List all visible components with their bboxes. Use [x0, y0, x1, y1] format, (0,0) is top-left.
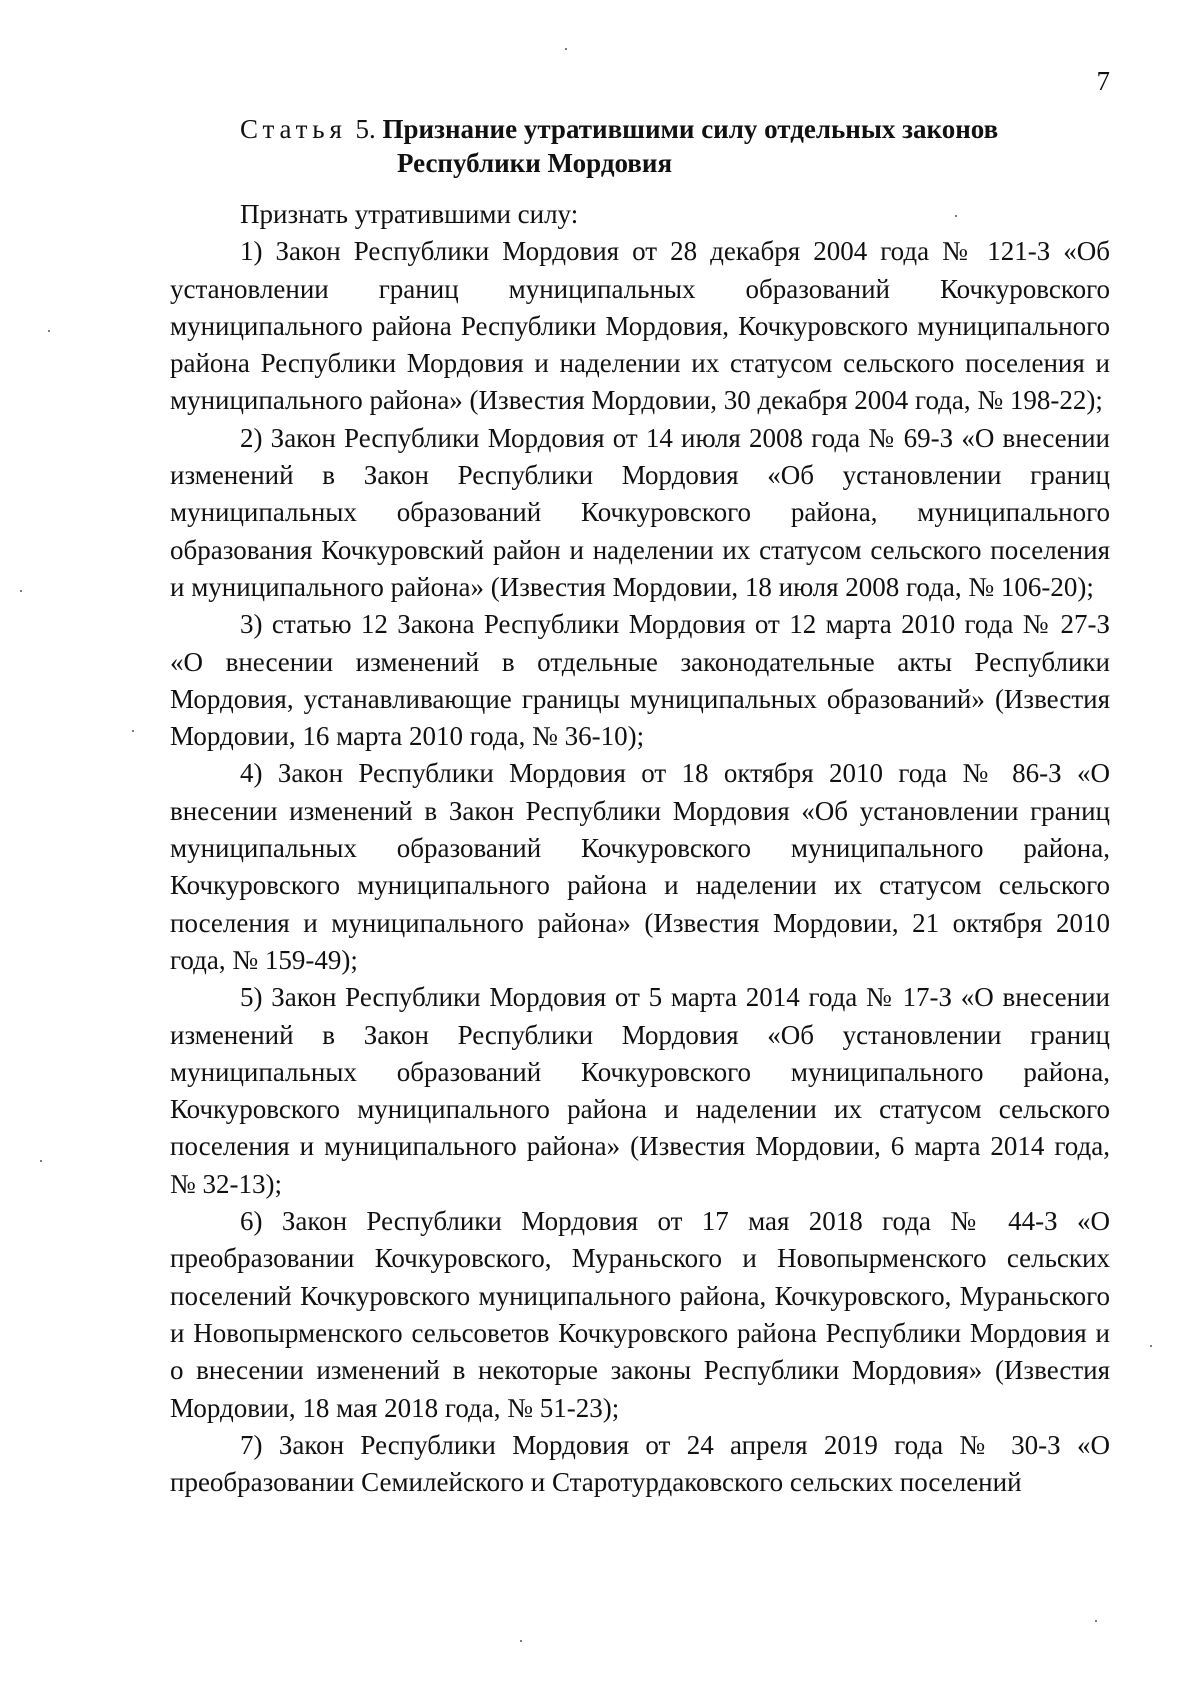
- list-item: 2) Закон Республики Мордовия от 14 июля 2008 года № 69-З «О внесении изменений в Закон Республики Мордовия «Об установлении границ муниципальных образований Кочкуровского района, муниципального образования Кочкуровский район и наделении их статусом сельского поселения и муниципального района» (Известия Мордовии, 18 июля 2008 года, № 106-20);: [170, 422, 1110, 602]
- scan-speck: [520, 1640, 522, 1642]
- scan-speck: [20, 590, 22, 592]
- scan-speck: [565, 48, 567, 50]
- article-number: 5.: [355, 114, 376, 144]
- scan-speck: [48, 330, 50, 332]
- list-item: 6) Закон Республики Мордовия от 17 мая 2018 года № 44-З «О преобразовании Кочкуровского, Мураньского и Новопырменского сельских поселений Кочкуровского муниципального района, Кочкуровского, Мураньского и Новопырменского сельсоветов Кочкуровского района Республики Мордовия и о внесении изменений в некоторые законы Республики Мордовия» (Известия Мордовии, 18 мая 2018 года, № 51-23);: [170, 1206, 1110, 1423]
- list-item: 7) Закон Республики Мордовия от 24 апреля 2019 года № 30-З «О преобразовании Семилейского и Старотурдаковского сельских поселений: [170, 1429, 1110, 1498]
- list-item: 4) Закон Республики Мордовия от 18 октября 2010 года № 86-З «О внесении изменений в Закон Республики Мордовия «Об установлении границ муниципальных образований Кочкуровского муниципального района, Кочкуровского муниципального района и наделении их статусом сельского поселения и муниципального района» (Известия Мордовии, 21 октября 2010 года, № 159-49);: [170, 758, 1110, 975]
- scan-speck: [40, 1160, 42, 1162]
- article-title-line2: Республики Мордовия: [397, 148, 673, 178]
- scan-speck: [132, 730, 134, 732]
- article-label: Статья: [240, 114, 347, 144]
- list-item: 3) статью 12 Закона Республики Мордовия от 12 марта 2010 года № 27-З «О внесении изменений в отдельные законодательные акты Республики Мордовия, устанавливающие границы муниципальных образований» (Известия Мордовии, 16 марта 2010 года, № 36-10);: [170, 609, 1110, 752]
- scan-speck: [1150, 1345, 1152, 1347]
- list-item: 5) Закон Республики Мордовия от 5 марта 2014 года № 17-З «О внесении изменений в Закон Республики Мордовия «Об установлении границ муниципальных образований Кочкуровского муниципального района, Кочкуровского муниципального района и наделении их статусом сельского поселения и муниципального района» (Известия Мордовии, 6 марта 2014 года, № 32-13);: [170, 982, 1110, 1199]
- scan-speck: [955, 215, 957, 217]
- page-number: 7: [1096, 66, 1110, 96]
- list-item: 1) Закон Республики Мордовия от 28 декабря 2004 года № 121-З «Об установлении границ муниципальных образований Кочкуровского муниципального района Республики Мордовия, Кочкуровского муниципального района Республики Мордовия и наделении их статусом сельского поселения и муниципального района» (Известия Мордовии, 30 декабря 2004 года, № 198-22);: [170, 236, 1110, 416]
- article-heading: [240, 112, 1100, 180]
- scan-speck: [1095, 1620, 1097, 1622]
- article-body: [170, 196, 1110, 1501]
- article-title-line1: Признание утратившими силу отдельных законов: [382, 114, 999, 144]
- intro-text: Признать утратившими силу:: [240, 199, 579, 229]
